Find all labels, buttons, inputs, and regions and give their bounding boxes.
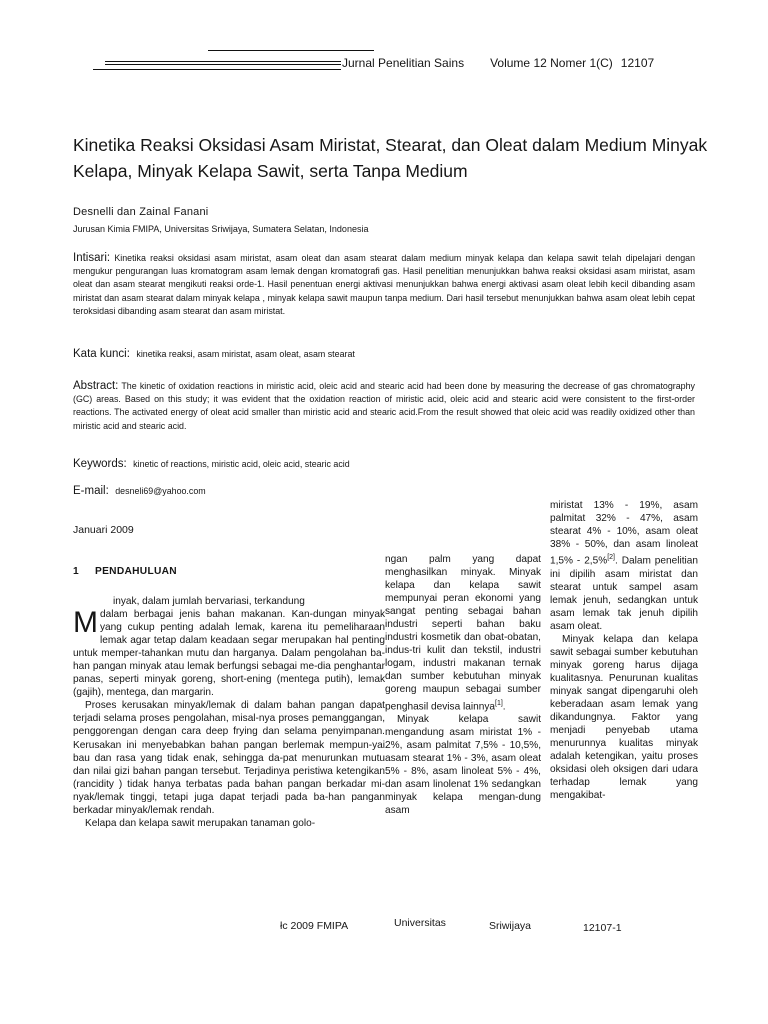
abstract-label: Abstract: bbox=[73, 380, 119, 392]
email-address[interactable]: desneli69@yahoo.com bbox=[115, 486, 206, 496]
column-1 bbox=[73, 595, 385, 830]
journal-page: 12107 bbox=[620, 56, 655, 70]
col1-paragraph-2: Proses kerusakan minyak/lemak di dalam bahan pangan dapat terjadi selama proses pengolahan, misal-nya proses pemanggangan, penggorengan dengan cara deep frying dan selama penyimpanan. Kerusakan ini menyebabkan bahan pangan berlemak mempun-yai bau dan rasa yang tidak enak, sehingga da-pat menurunkan mutu dan nilai gizi bahan pangan tersebut. Terjadinya peristiwa ketengikan (rancidity ) tidak hanya terbatas pada bahan pangan berkadar mi-nyak/lemak tinggi, tetapi juga dapat terjadi pada ba-han pangan berkadar minyak/lemak rendah. bbox=[73, 700, 385, 816]
col1-paragraph-1: Mdalam berbagai jenis bahan makanan. Kan-dungan minyak yang cukup penting adalah lemak, karena itu pemeliharaan lemak agar tetap dalam keadaan segar merupakan hal penting untuk memper-tahankan mutu dan harganya. Dalam pengolahan ba-han pangan minyak atau lemak berfungsi sebagai me-dia penghantar panas, seperti minyak goreng, short-ening (mentega putih), lemak (gajih), mentega, dan margarin. bbox=[73, 606, 385, 699]
header-rule-1 bbox=[105, 61, 341, 62]
authors: Desnelli dan Zainal Fanani bbox=[73, 206, 209, 218]
footer-copyright: łc 2009 FMIPA bbox=[280, 920, 349, 932]
column-3 bbox=[550, 499, 698, 802]
col3-paragraph-2: Minyak kelapa dan kelapa sawit sebagai sumber kebutuhan minyak goreng harus dijaga kualitasnya. Penurunan kualitas minyak sangat dipengaruhi oleh keberadaan asam lemak yang dikandungnya. Faktor yang menjadi penyebab utama menurunnya kualitas minyak adalah ketengikan, yaitu proses oksidasi oleh oksigen dari udara terhadap lemak yang mengakibat- bbox=[550, 633, 698, 802]
keywords bbox=[73, 458, 350, 470]
footer-page-number: 12107-1 bbox=[583, 922, 622, 934]
abstract-text: The kinetic of oxidation reactions in miristic acid, oleic acid and stearic acid had been done by measuring the decrease of gas chromatography (GC) areas. Based on this study; it was evident that the oxidation reaction of miristic acid, oleic acid and stearic acid were consistent to the first-order reactions. The activated energy of oleat acid smaller than miristic acid and stearic acid.From the result showed that oleic acid was readily oxidized other than miristic acid and stearic acid. bbox=[73, 381, 695, 431]
abstract bbox=[73, 380, 695, 433]
header-rule-3 bbox=[93, 69, 341, 70]
kata-kunci-label: Kata kunci: bbox=[73, 348, 130, 360]
affiliation: Jurusan Kimia FMIPA, Universitas Sriwijaya, Sumatera Selatan, Indonesia bbox=[73, 224, 369, 234]
paper-title: Kinetika Reaksi Oksidasi Asam Miristat, Stearat, dan Oleat dalam Medium Minyak Kelapa, Minyak Kelapa Sawit, serta Tanpa Medium bbox=[73, 135, 708, 181]
drop-cap: M bbox=[73, 606, 98, 640]
section-title: PENDAHULUAN bbox=[94, 566, 177, 577]
intisari bbox=[73, 252, 695, 318]
keywords-label: Keywords: bbox=[73, 458, 127, 470]
citation-1[interactable]: [1] bbox=[495, 699, 503, 707]
kata-kunci bbox=[73, 348, 355, 360]
keywords-text: kinetic of reactions, miristic acid, oleic acid, stearic acid bbox=[133, 459, 350, 469]
footer-university-city: Sriwijaya bbox=[489, 920, 532, 932]
journal-header bbox=[342, 56, 680, 70]
intisari-label: Intisari: bbox=[73, 252, 111, 264]
col3-paragraph-1: miristat 13% - 19%, asam palmitat 32% - 47%, asam stearat 4% - 10%, asam oleat 38% - 50%, dan asam linoleat 1,5% - 2,5%[2]. Dalam penelitian ini dipilih asam miristat dan stearat untuk sampel asam lemak jenuh, sedangkan untuk asam lemak tak jenuh dipilih asam oleat. bbox=[550, 500, 699, 632]
citation-2[interactable]: [2] bbox=[607, 554, 615, 562]
section-heading bbox=[73, 566, 177, 577]
journal-volume: Volume 12 Nomer 1(C) bbox=[490, 56, 613, 70]
col2-paragraph-1: ngan palm yang dapat menghasilkan minyak. Minyak kelapa dan kelapa sawit mempunyai peran ekonomi yang sangat penting sebagai bahan industri seperti bahan baku industri kosmetik dan obat-obatan, indus-tri kulit dan tekstil, industri logam, industri makanan ternak dan sumber kebutuhan minyak goreng maupun sebagai sumber penghasil devisa lainnya[1]. bbox=[385, 554, 541, 712]
intisari-text: Kinetika reaksi oksidasi asam miristat, asam oleat dan asam stearat dalam medium minyak kelapa dan kelapa sawit telah dipelajari dengan mengukur pengurangan luas kromatogram asam lemak dengan kromatografi gas. Hasil penelitian menunjukkan bahwa reaksi oksidasi asam miristat, asam oleat dan asam stearat mengikuti reaksi orde-1. Hasil penentuan energi aktivasi menunjukkan bahwa energi aktivasi asam oleat lebih kecil dibanding asam miristat dan asam stearat dalam minyak kelapa , minyak kelapa sawit maupun tanpa medium. Dari hasil tersebut menunjukkan bahwa asam oleat lebih cepat teroksidasi dibanding asam stearat dan asam miristat. bbox=[73, 253, 696, 316]
col1-first-line: inyak, dalam jumlah bervariasi, terkandung bbox=[113, 596, 305, 607]
email bbox=[73, 485, 206, 497]
header-rule-top bbox=[208, 50, 374, 51]
column-2 bbox=[385, 553, 541, 817]
header-rule-2 bbox=[105, 64, 341, 65]
section-number: 1 bbox=[73, 566, 79, 577]
footer-university: Universitas bbox=[394, 917, 446, 929]
journal-name: Jurnal Penelitian Sains bbox=[342, 56, 465, 70]
col2-paragraph-2: Minyak kelapa sawit mengandung asam miristat 1% - 2%, asam palmitat 7,5% - 10,5%, asam stearat 1% - 3%, asam oleat 5% - 8%, asam linoleat 5% - 4%, dan asam linolenat 1% sedangkan minyak kelapa mengan-dung asam bbox=[385, 713, 541, 817]
publication-date: Januari 2009 bbox=[73, 524, 134, 536]
kata-kunci-text: kinetika reaksi, asam miristat, asam oleat, asam stearat bbox=[136, 349, 355, 359]
email-label: E-mail: bbox=[73, 485, 109, 497]
col1-paragraph-3: Kelapa dan kelapa sawit merupakan tanaman golo- bbox=[85, 817, 316, 829]
